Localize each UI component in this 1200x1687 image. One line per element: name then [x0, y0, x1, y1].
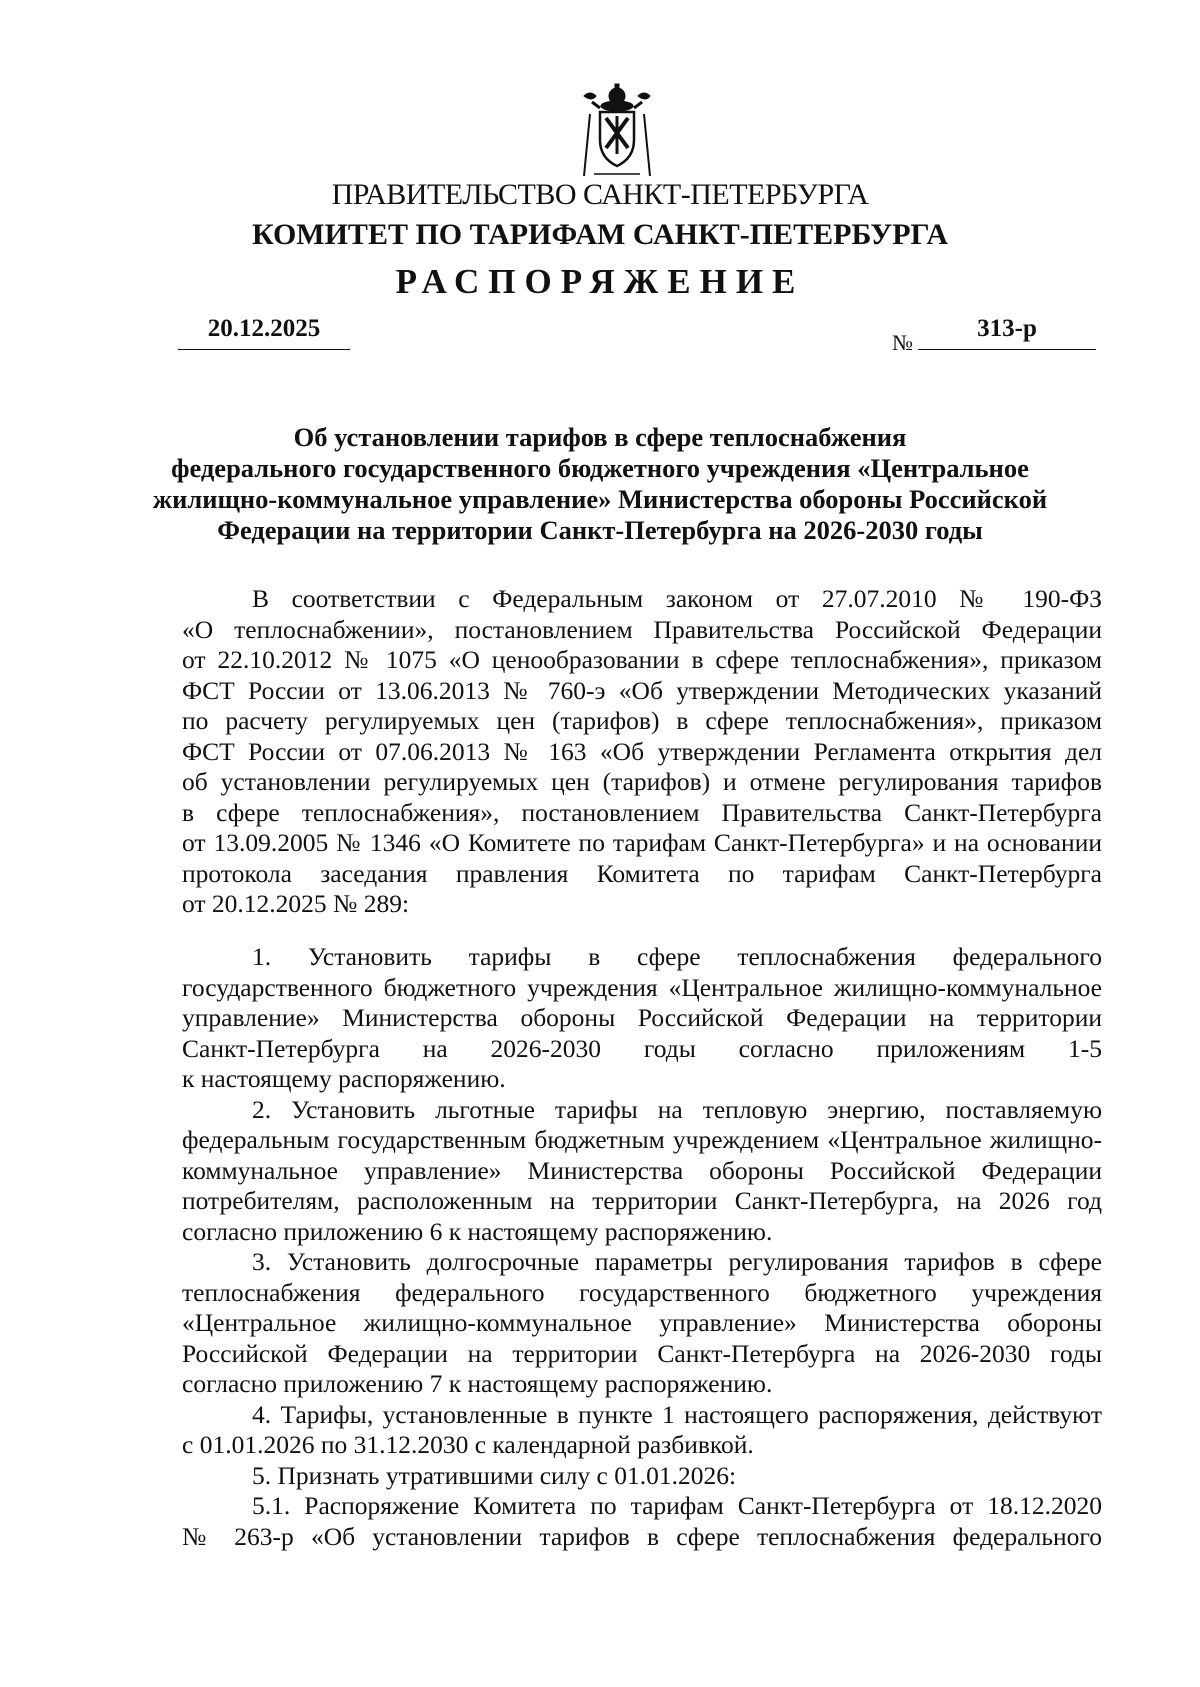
item-line: Российской Федерации на территории Санкт-Петербурга на 2026-2030 годы	[182, 1338, 1102, 1368]
subject-line: федерального государственного бюджетного учреждения «Центральное	[171, 453, 1029, 483]
preamble-line: В соответствии с Федеральным законом от 27.07.2010 № 190-ФЗ	[252, 584, 1102, 613]
government-title: ПРАВИТЕЛЬСТВО САНКТ-ПЕТЕРБУРГА	[331, 178, 869, 211]
preamble-line: по расчету регулируемых цен (тарифов) в сфере теплоснабжения», приказом	[182, 706, 1102, 735]
item-line: 3. Установить долгосрочные параметры регулирования тарифов в сфере	[252, 1247, 1102, 1276]
item-line: управление» Министерства обороны Российской Федерации на территории	[182, 1003, 1102, 1032]
item-line: № 263-р «Об установлении тарифов в сфере теплоснабжения федерального	[182, 1521, 1102, 1551]
subject-line: жилищно-коммунальное управление» Министерства обороны Российской	[152, 484, 1048, 514]
document-type-title: РАСПОРЯЖЕНИЕ	[395, 262, 805, 301]
item-line: согласно приложению 7 к настоящему распоряжению.	[182, 1369, 773, 1398]
item-line: с 01.01.2026 по 31.12.2030 с календарной разбивкой.	[182, 1430, 754, 1459]
subject-line: Об установлении тарифов в сфере теплоснабжения	[293, 422, 907, 452]
committee-title: КОМИТЕТ ПО ТАРИФАМ САНКТ-ПЕТЕРБУРГА	[251, 218, 949, 251]
preamble-line: от 22.10.2012 № 1075 «О ценообразовании в сфере теплоснабжения», приказом	[182, 645, 1102, 674]
item-line: теплоснабжения федерального государственного бюджетного учреждения	[182, 1277, 1102, 1307]
item-line: согласно приложению 6 к настоящему распоряжению.	[182, 1216, 773, 1246]
preamble-line: в сфере теплоснабжения», постановлением Правительства Санкт-Петербурга	[182, 797, 1102, 827]
preamble-line: от 20.12.2025 № 289:	[182, 889, 410, 918]
item-line: коммунальное управление» Министерства обороны Российской Федерации	[182, 1155, 1102, 1185]
item-line: 2. Установить льготные тарифы на тепловую энергию, поставляемую	[252, 1094, 1102, 1124]
document-number: 313-р	[918, 315, 1096, 350]
preamble-line: протокола заседания правления Комитета по тарифам Санкт-Петербурга	[182, 858, 1102, 888]
preamble-line: ФСТ России от 13.06.2013 № 760-э «Об утверждении Методических указаний	[182, 675, 1102, 705]
order-items	[182, 942, 1102, 1552]
document-date: 20.12.2025	[178, 315, 350, 350]
preamble-paragraph	[182, 584, 1102, 920]
preamble-line: «О теплоснабжении», постановлением Правительства Российской Федерации	[182, 614, 1102, 644]
item-line: 5.1. Распоряжение Комитета по тарифам Санкт-Петербурга от 18.12.2020	[252, 1491, 1102, 1520]
preamble-line: ФСТ России от 07.06.2013 № 163 «Об утверждении Регламента открытия дел	[182, 736, 1102, 766]
subject-line: Федерации на территории Санкт-Петербурга на 2026-2030 годы	[217, 515, 983, 545]
item-line: потребителям, расположенным на территории Санкт-Петербурга, на 2026 год	[182, 1186, 1102, 1215]
preamble-line: об установлении регулируемых цен (тарифов) и отмене регулирования тарифов	[182, 767, 1102, 796]
item-line: Санкт-Петербурга на 2026-2030 годы согласно приложениям 1-5	[182, 1033, 1102, 1063]
coat-of-arms-emblem	[572, 82, 662, 182]
number-sign: №	[892, 330, 913, 355]
item-line: к настоящему распоряжению.	[182, 1064, 506, 1093]
item-line: 4. Тарифы, установленные в пункте 1 настоящего распоряжения, действуют	[252, 1399, 1102, 1429]
item-line: 1. Установить тарифы в сфере теплоснабжения федерального	[252, 942, 1102, 971]
document-subject	[100, 422, 1100, 546]
item-line: государственного бюджетного учреждения «Центральное жилищно-коммунальное	[182, 972, 1102, 1002]
item-line: федеральным государственным бюджетным учреждением «Центральное жилищно-	[182, 1125, 1102, 1154]
preamble-line: от 13.09.2005 № 1346 «О Комитете по тарифам Санкт-Петербурга» и на основании	[182, 828, 1102, 857]
item-line: «Центральное жилищно-коммунальное управление» Министерства обороны	[182, 1308, 1102, 1337]
item-line: 5. Признать утратившими силу с 01.01.2026:	[252, 1460, 737, 1490]
